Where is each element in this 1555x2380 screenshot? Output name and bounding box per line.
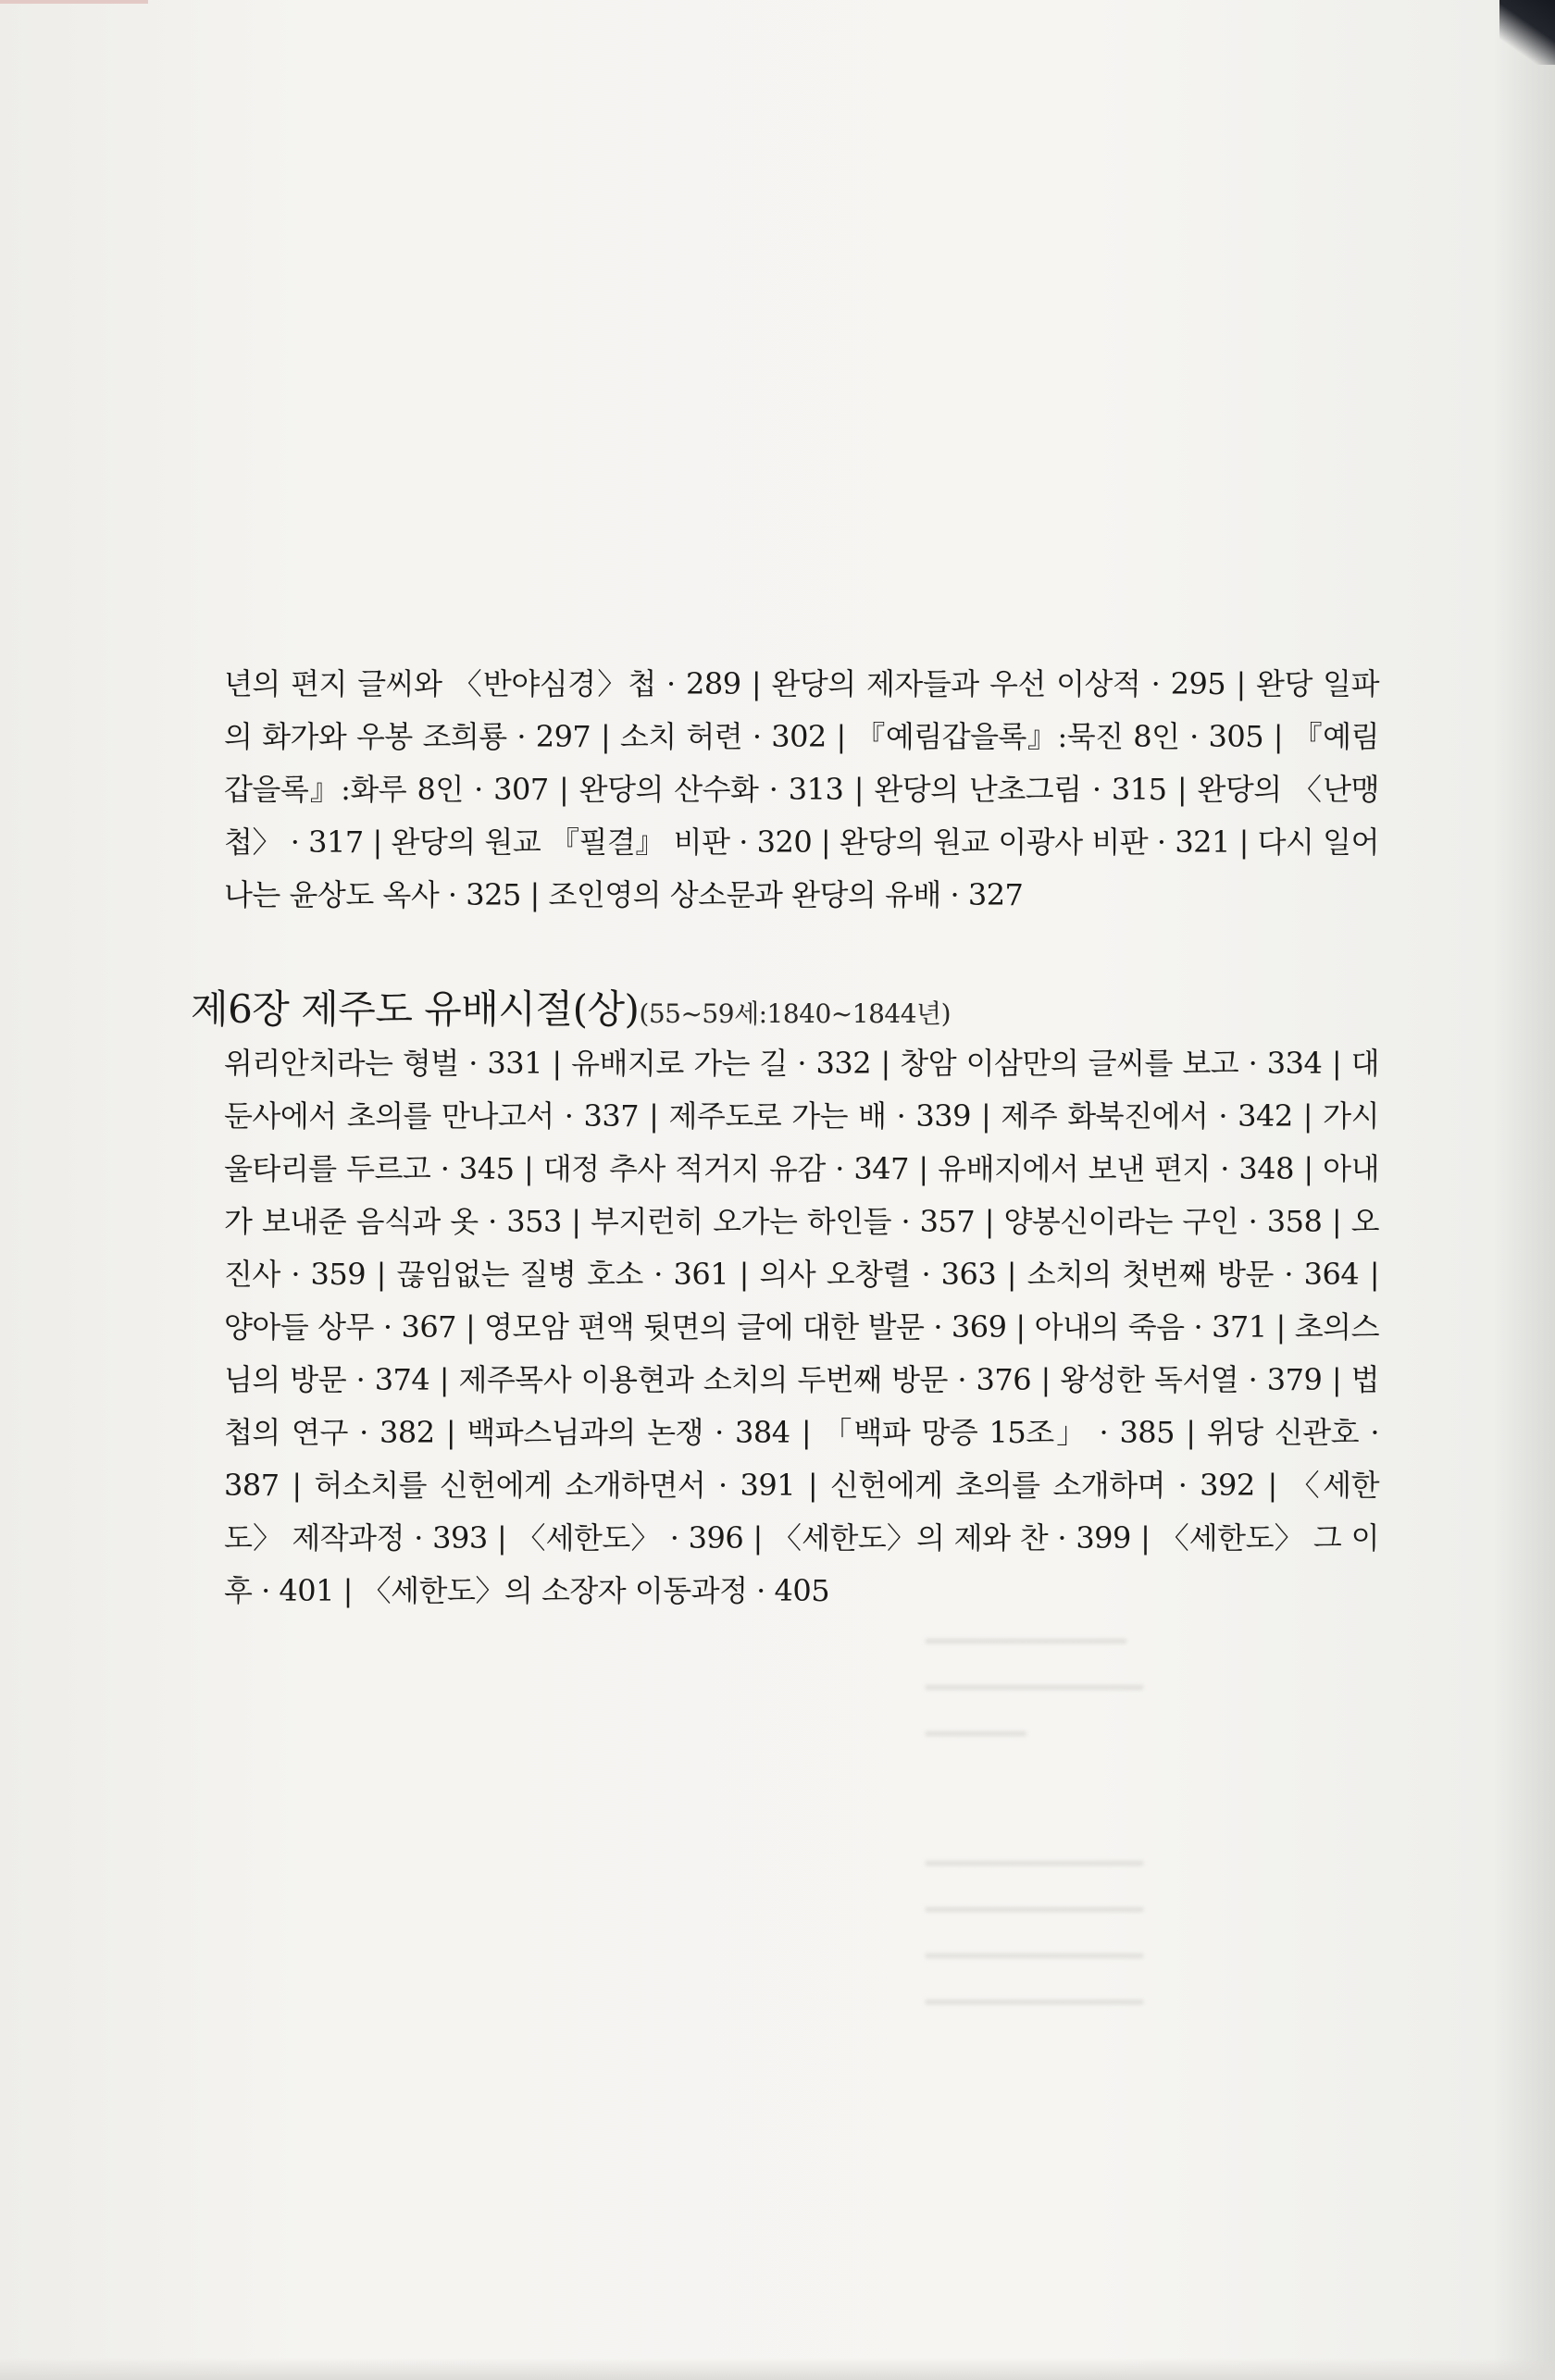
- bleed-through-shadow-2: ━━━━━━━━━━━━━ ━━━━━━━━━━━━━ ━━━━━━━━━━━━━ ━━━━━━━━━━━━━: [926, 1848, 1143, 2019]
- page-bottom-edge: [0, 2358, 1555, 2380]
- chapter-6-heading: [191, 979, 951, 1035]
- bleed-through-shadow-1: ━━━━━━━━━━━━ ━━━━━━━━━━━━━ ━━━━━━: [926, 1626, 1143, 1751]
- toc-entries-chapter-5: 년의 편지 글씨와 〈반야심경〉첩 · 289 | 완당의 제자들과 우선 이상적 · 295 | 완당 일파의 화가와 우봉 조희룡 · 297 | 소치 허련 · 302 | 『예림갑을록』:묵진 8인 · 305 | 『예림갑을록』:화루 8인 · 307 | 완당의 산수화 · 313 | 완당의 난초그림 · 315 | 완당의 〈난맹첩〉 · 317 | 완당의 원교 『필결』 비판 · 320 | 완당의 원교 이광사 비판 · 321 | 다시 일어나는 윤상도 옥사 · 325 | 조인영의 상소문과 완당의 유배 · 327: [224, 666, 1379, 912]
- chapter-6-subtitle: (55~59세:1840~1844년): [639, 998, 951, 1029]
- page-corner-shadow: [1499, 0, 1555, 65]
- page-top-edge: [0, 0, 148, 4]
- toc-entries-chapter-6: 위리안치라는 형벌 · 331 | 유배지로 가는 길 · 332 | 창암 이삼만의 글씨를 보고 · 334 | 대둔사에서 초의를 만나고서 · 337 | 제주도로 가는 배 · 339 | 제주 화북진에서 · 342 | 가시울타리를 두르고 · 345 | 대정 추사 적거지 유감 · 347 | 유배지에서 보낸 편지 · 348 | 아내가 보내준 음식과 옷 · 353 | 부지런히 오가는 하인들 · 357 | 양봉신이라는 구인 · 358 | 오진사 · 359 | 끊임없는 질병 호소 · 361 | 의사 오창렬 · 363 | 소치의 첫번째 방문 · 364 | 양아들 상무 · 367 | 영모암 편액 뒷면의 글에 대한 발문 · 369 | 아내의 죽음 · 371 | 초의스님의 방문 · 374 | 제주목사 이용현과 소치의 두번째 방문 · 376 | 왕성한 독서열 · 379 | 법첩의 연구 · 382 | 백파스님과의 논쟁 · 384 | 「백파 망증 15조」 · 385 | 위당 신관호 · 387 | 허소치를 신헌에게 소개하면서 · 391 | 신헌에게 초의를 소개하며 · 392 | 〈세한도〉 제작과정 · 393 | 〈세한도〉 · 396 | 〈세한도〉의 제와 찬 · 399 | 〈세한도〉 그 이후 · 401 | 〈세한도〉의 소장자 이동과정 · 405: [224, 1046, 1379, 1608]
- chapter-6-title: 제6장 제주도 유배시절(상): [191, 986, 640, 1032]
